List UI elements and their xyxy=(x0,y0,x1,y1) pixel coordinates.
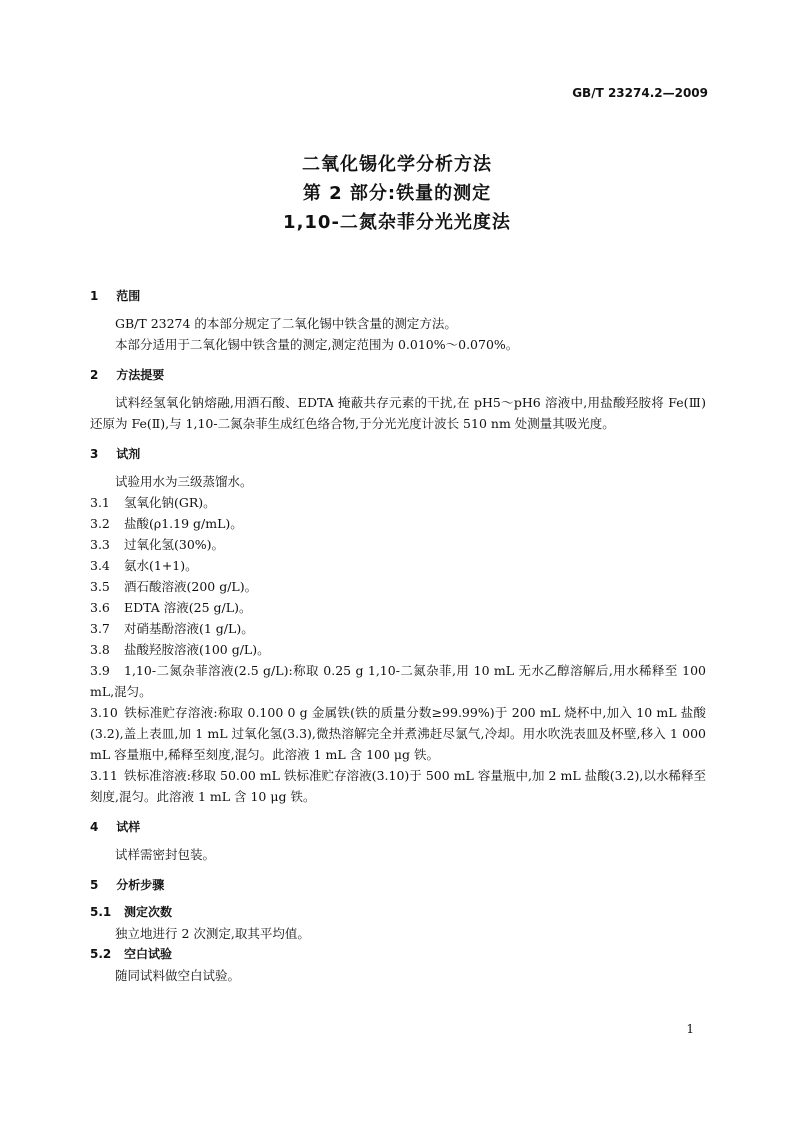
section-heading-principle xyxy=(90,365,706,386)
section-heading-procedure xyxy=(90,875,706,896)
item-number: 3.11 xyxy=(90,768,118,783)
section-title: 方法提要 xyxy=(116,368,165,382)
item-number: 3.3 xyxy=(90,537,110,552)
item-text: 盐酸(ρ1.19 g/mL)。 xyxy=(124,516,243,531)
section-heading-reagents xyxy=(90,444,706,465)
subsection-heading xyxy=(90,902,706,923)
paragraph: 本部分适用于二氧化锡中铁含量的测定,测定范围为 0.010%～0.070%。 xyxy=(115,337,519,352)
section-number: 2 xyxy=(90,368,99,382)
item-number: 3.4 xyxy=(90,558,110,573)
reagent-item xyxy=(90,492,706,513)
reagent-item xyxy=(90,765,706,807)
item-number: 3.7 xyxy=(90,621,110,636)
subsection-title: 测定次数 xyxy=(124,905,173,919)
item-number: 3.6 xyxy=(90,600,110,615)
reagent-item xyxy=(90,513,706,534)
section-title: 分析步骤 xyxy=(116,878,165,892)
standard-number: GB/T 23274.2—2009 xyxy=(572,86,708,100)
item-text: 酒石酸溶液(200 g/L)。 xyxy=(124,579,258,594)
paragraph: GB/T 23274 的本部分规定了二氧化锡中铁含量的测定方法。 xyxy=(115,316,457,331)
section-title: 试剂 xyxy=(116,447,141,461)
page-number: 1 xyxy=(686,1022,694,1036)
reagent-item xyxy=(90,576,706,597)
item-text: 盐酸羟胺溶液(100 g/L)。 xyxy=(124,642,270,657)
paragraph: 独立地进行 2 次测定,取其平均值。 xyxy=(115,926,310,941)
item-text: 铁标准贮存溶液:称取 0.100 0 g 金属铁(铁的质量分数≥99.99%)于 200 mL 烧杯中,加入 10 mL 盐酸(3.2),盖上表皿,加 1 mL 过氧化氢(3.3),微热溶解完全并煮沸赶尽氯气,冷却。用水吹洗表皿及杯壁,移入 1 000 mL 容量瓶中,稀释至刻度,混匀。此溶液 1 mL 含 100 μg 铁。 xyxy=(90,705,706,762)
section-heading-scope xyxy=(90,286,706,307)
item-text: 过氧化氢(30%)。 xyxy=(124,537,225,552)
paragraph: 试料经氢氧化钠熔融,用酒石酸、EDTA 掩蔽共存元素的干扰,在 pH5～pH6 溶液中,用盐酸羟胺将 Fe(Ⅲ)还原为 Fe(Ⅱ),与 1,10-二氮杂菲生成红色络合物,于分光光度计波长 510 nm 处测量其吸光度。 xyxy=(90,395,706,431)
reagent-item xyxy=(90,555,706,576)
item-number: 3.2 xyxy=(90,516,110,531)
title-line-2: 第 2 部分:铁量的测定 xyxy=(302,183,492,204)
document-body xyxy=(90,276,706,986)
section-title: 试样 xyxy=(116,820,141,834)
item-number: 3.5 xyxy=(90,579,110,594)
reagent-item xyxy=(90,660,706,702)
item-number: 3.8 xyxy=(90,642,110,657)
reagent-item xyxy=(90,534,706,555)
item-number: 3.10 xyxy=(90,705,118,720)
section-title: 范围 xyxy=(116,289,141,303)
item-text: 氨水(1+1)。 xyxy=(124,558,198,573)
subsection-title: 空白试验 xyxy=(124,947,173,961)
section-heading-sample xyxy=(90,817,706,838)
item-text: 氢氧化钠(GR)。 xyxy=(124,495,216,510)
reagent-item xyxy=(90,597,706,618)
section-number: 5 xyxy=(90,878,99,892)
item-number: 3.9 xyxy=(90,663,110,678)
item-text: 对硝基酚溶液(1 g/L)。 xyxy=(124,621,254,636)
item-text: 铁标准溶液:移取 50.00 mL 铁标准贮存溶液(3.10)于 500 mL 容量瓶中,加 2 mL 盐酸(3.2),以水稀释至刻度,混匀。此溶液 1 mL 含 10 μg 铁。 xyxy=(90,768,706,804)
item-number: 3.1 xyxy=(90,495,110,510)
title-line-3: 1,10-二氮杂菲分光光度法 xyxy=(283,212,511,233)
subsection-number: 5.1 xyxy=(90,905,112,919)
reagent-item xyxy=(90,702,706,765)
section-number: 3 xyxy=(90,447,99,461)
paragraph: 试验用水为三级蒸馏水。 xyxy=(115,474,253,489)
paragraph: 随同试料做空白试验。 xyxy=(115,968,241,983)
reagent-item xyxy=(90,639,706,660)
reagent-item xyxy=(90,618,706,639)
document-title xyxy=(0,150,794,237)
item-text: EDTA 溶液(25 g/L)。 xyxy=(124,600,252,615)
item-text: 1,10-二氮杂菲溶液(2.5 g/L):称取 0.25 g 1,10-二氮杂菲,用 10 mL 无水乙醇溶解后,用水稀释至 100 mL,混匀。 xyxy=(90,663,706,699)
subsection-heading xyxy=(90,944,706,965)
subsection-number: 5.2 xyxy=(90,947,112,961)
section-number: 1 xyxy=(90,289,99,303)
paragraph: 试样需密封包装。 xyxy=(115,847,216,862)
title-line-1: 二氧化锡化学分析方法 xyxy=(302,154,492,175)
section-number: 4 xyxy=(90,820,99,834)
